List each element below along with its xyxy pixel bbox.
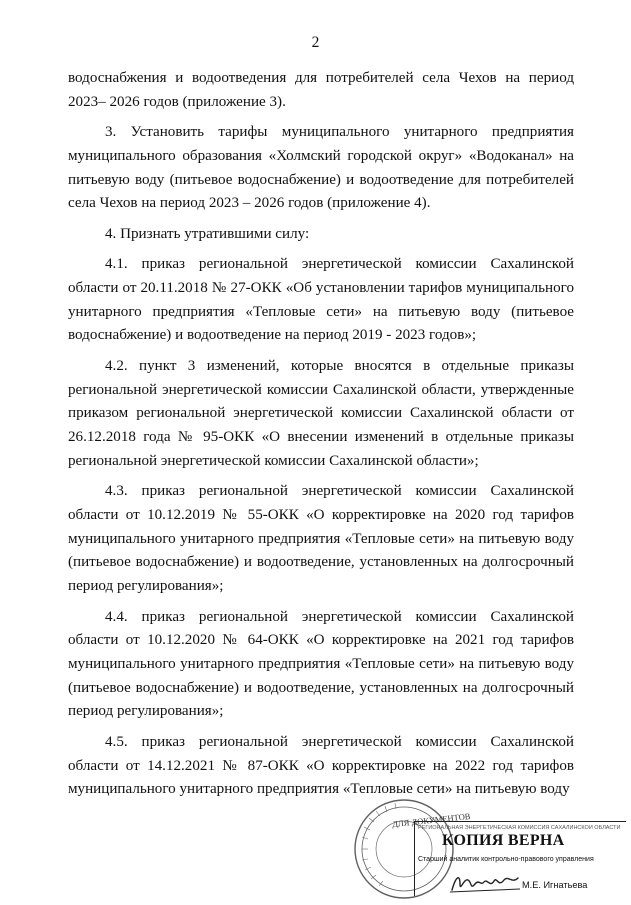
page-number: 2 xyxy=(311,34,320,51)
paragraph: 4.4. приказ региональной энергетической комиссии Сахалинской области от 10.12.2020 № 64-ОКК «О корректировке на 2021 год тарифов муниципального унитарного предприятия «Тепловые сети» на питьевую воду (питьевое водоснабжение) и водоотведение, установленных на долгосрочный период регулирования»; xyxy=(68,608,574,720)
stamp-title: КОПИЯ ВЕРНА xyxy=(442,832,565,849)
paragraph: 4.2. пункт 3 изменений, которые вносятся в отдельные приказы региональной энергетической комиссии Сахалинской области, утвержденные приказом региональной энергетической комиссии Сахалинской области от 26.12.2018 года № 95-ОКК «О внесении изменений в отдельные приказы региональной энергетической комиссии Сахалинской области»; xyxy=(68,357,574,469)
seal-text: ДЛЯ ДОКУМЕНТОВ xyxy=(391,810,471,830)
paragraph: 4.1. приказ региональной энергетической комиссии Сахалинской области от 20.11.2018 № 27-ОКК «Об установлении тарифов муниципального унитарного предприятия «Тепловые сети» на питьевую воду (питьевое водоснабжение) и водоотведение на период 2019 - 2023 годов»; xyxy=(68,256,574,344)
paragraph: 4.3. приказ региональной энергетической комиссии Сахалинской области от 10.12.2019 № 55-ОКК «О корректировке на 2020 год тарифов муниципального унитарного предприятия «Тепловые сети» на питьевую воду (питьевое водоснабжение) и водоотведение, установленных на долгосрочный период регулирования»; xyxy=(68,483,574,595)
paragraph: 3. Установить тарифы муниципального унитарного предприятия муниципального образования «Холмский городской округ» «Водоканал» на питьевую воду (питьевое водоснабжение) и водоотведение для потребителей села Чехов на период 2023 – 2026 годов (приложение 4). xyxy=(68,124,574,212)
paragraph: 4.5. приказ региональной энергетической комиссии Сахалинской области от 14.12.2021 № 87-ОКК «О корректировке на 2022 год тарифов муниципального унитарного предприятия «Тепловые сети» на питьевую воду xyxy=(68,733,574,798)
certification-stamp xyxy=(350,795,631,905)
paragraph: 4. Признать утратившими силу: xyxy=(105,225,310,242)
stamp-signer-name: М.Е. Игнатьева xyxy=(522,880,588,890)
stamp-position: Старший аналитик контрольно-правового управления xyxy=(418,856,594,863)
signature-icon xyxy=(448,870,523,896)
document-body xyxy=(68,67,574,809)
stamp-organization: РЕГИОНАЛЬНАЯ ЭНЕРГЕТИЧЕСКАЯ КОМИССИЯ САХАЛИНСКОЙ ОБЛАСТИ xyxy=(418,825,621,831)
paragraph: водоснабжения и водоотведения для потребителей села Чехов на период 2023– 2026 годов (приложение 3). xyxy=(68,70,574,110)
